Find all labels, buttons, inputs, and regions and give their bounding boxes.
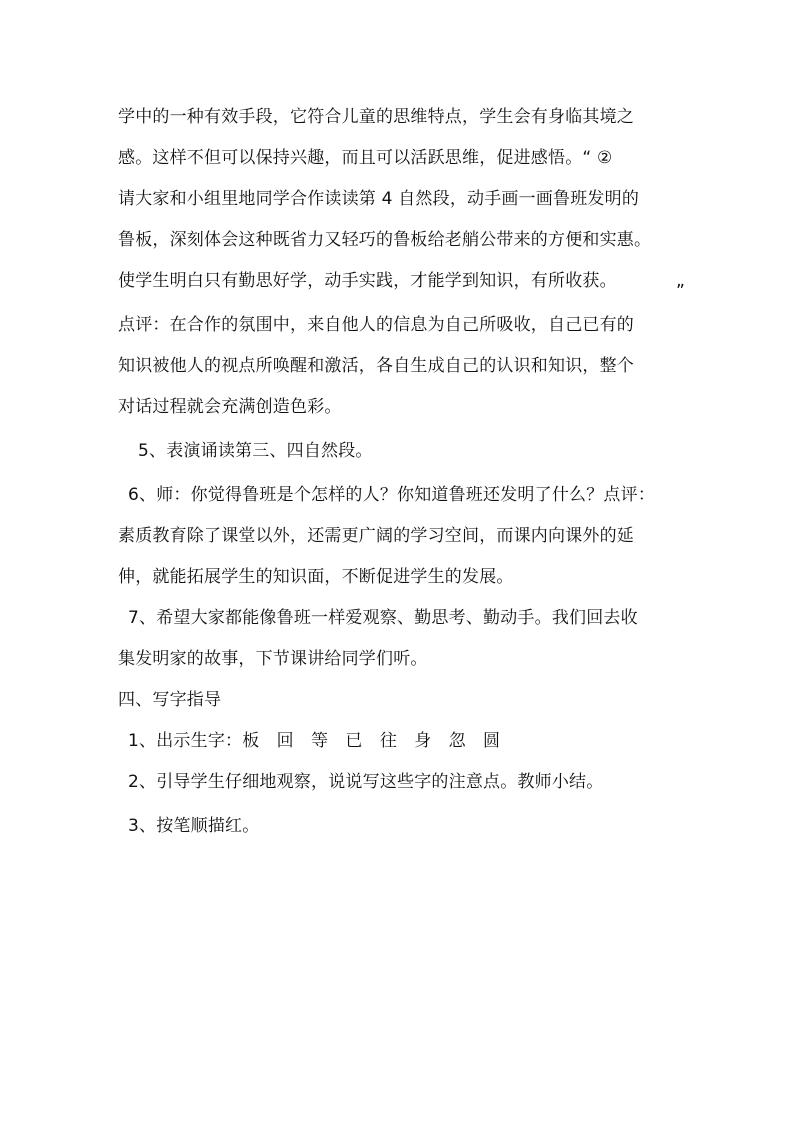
section-heading-writing: 四、写字指导	[118, 690, 222, 710]
step-7-line-1: 7、希望大家都能像鲁班一样爱观察、勤思考、勤动手。我们回去收	[128, 608, 638, 628]
paragraph-line-5: 使学生明白只有勤思好学，动手实践，才能学到知识，有所收获。	[118, 271, 617, 291]
writing-step-1: 1、出示生字：板 回 等 已 往 身 忽 圆	[128, 731, 501, 751]
closing-quote-mark: „	[676, 271, 685, 291]
step-6-line-3: 伸，就能拓展学生的知识面，不断促进学生的发展。	[118, 567, 514, 587]
paragraph-line-1: 学中的一种有效手段，它符合儿童的思维特点，学生会有身临其境之	[118, 107, 634, 127]
paragraph-line-4: 鲁板，深刻体会这种既省力又轻巧的鲁板给老艄公带来的方便和实惠。	[118, 230, 652, 250]
paragraph-line-8: 对话过程就会充满创造色彩。	[118, 397, 342, 417]
paragraph-line-2: 感。这样不但可以保持兴趣，而且可以活跃思维，促进感悟。“ ②	[118, 148, 613, 168]
writing-step-3: 3、按笔顺描红。	[128, 816, 260, 836]
step-5-line: 5、表演诵读第三、四自然段。	[138, 441, 373, 461]
writing-step-2: 2、引导学生仔细地观察，说说写这些字的注意点。教师小结。	[128, 772, 604, 792]
paragraph-line-3: 请大家和小组里地同学合作读读第 4 自然段，动手画一画鲁班发明的	[118, 189, 640, 209]
step-7-line-2: 集发明家的故事，下节课讲给同学们听。	[118, 649, 428, 669]
paragraph-line-6: 点评：在合作的氛围中，来自他人的信息为自己所吸收，自己已有的	[118, 315, 634, 335]
step-6-line-1: 6、师：你觉得鲁班是个怎样的人？你知道鲁班还发明了什么？点评：	[128, 485, 656, 505]
paragraph-line-7: 知识被他人的视点所唤醒和激活，各自生成自己的认识和知识，整个	[118, 356, 634, 376]
step-6-line-2: 素质教育除了课堂以外，还需更广阔的学习空间，而课内向课外的延	[118, 526, 634, 546]
